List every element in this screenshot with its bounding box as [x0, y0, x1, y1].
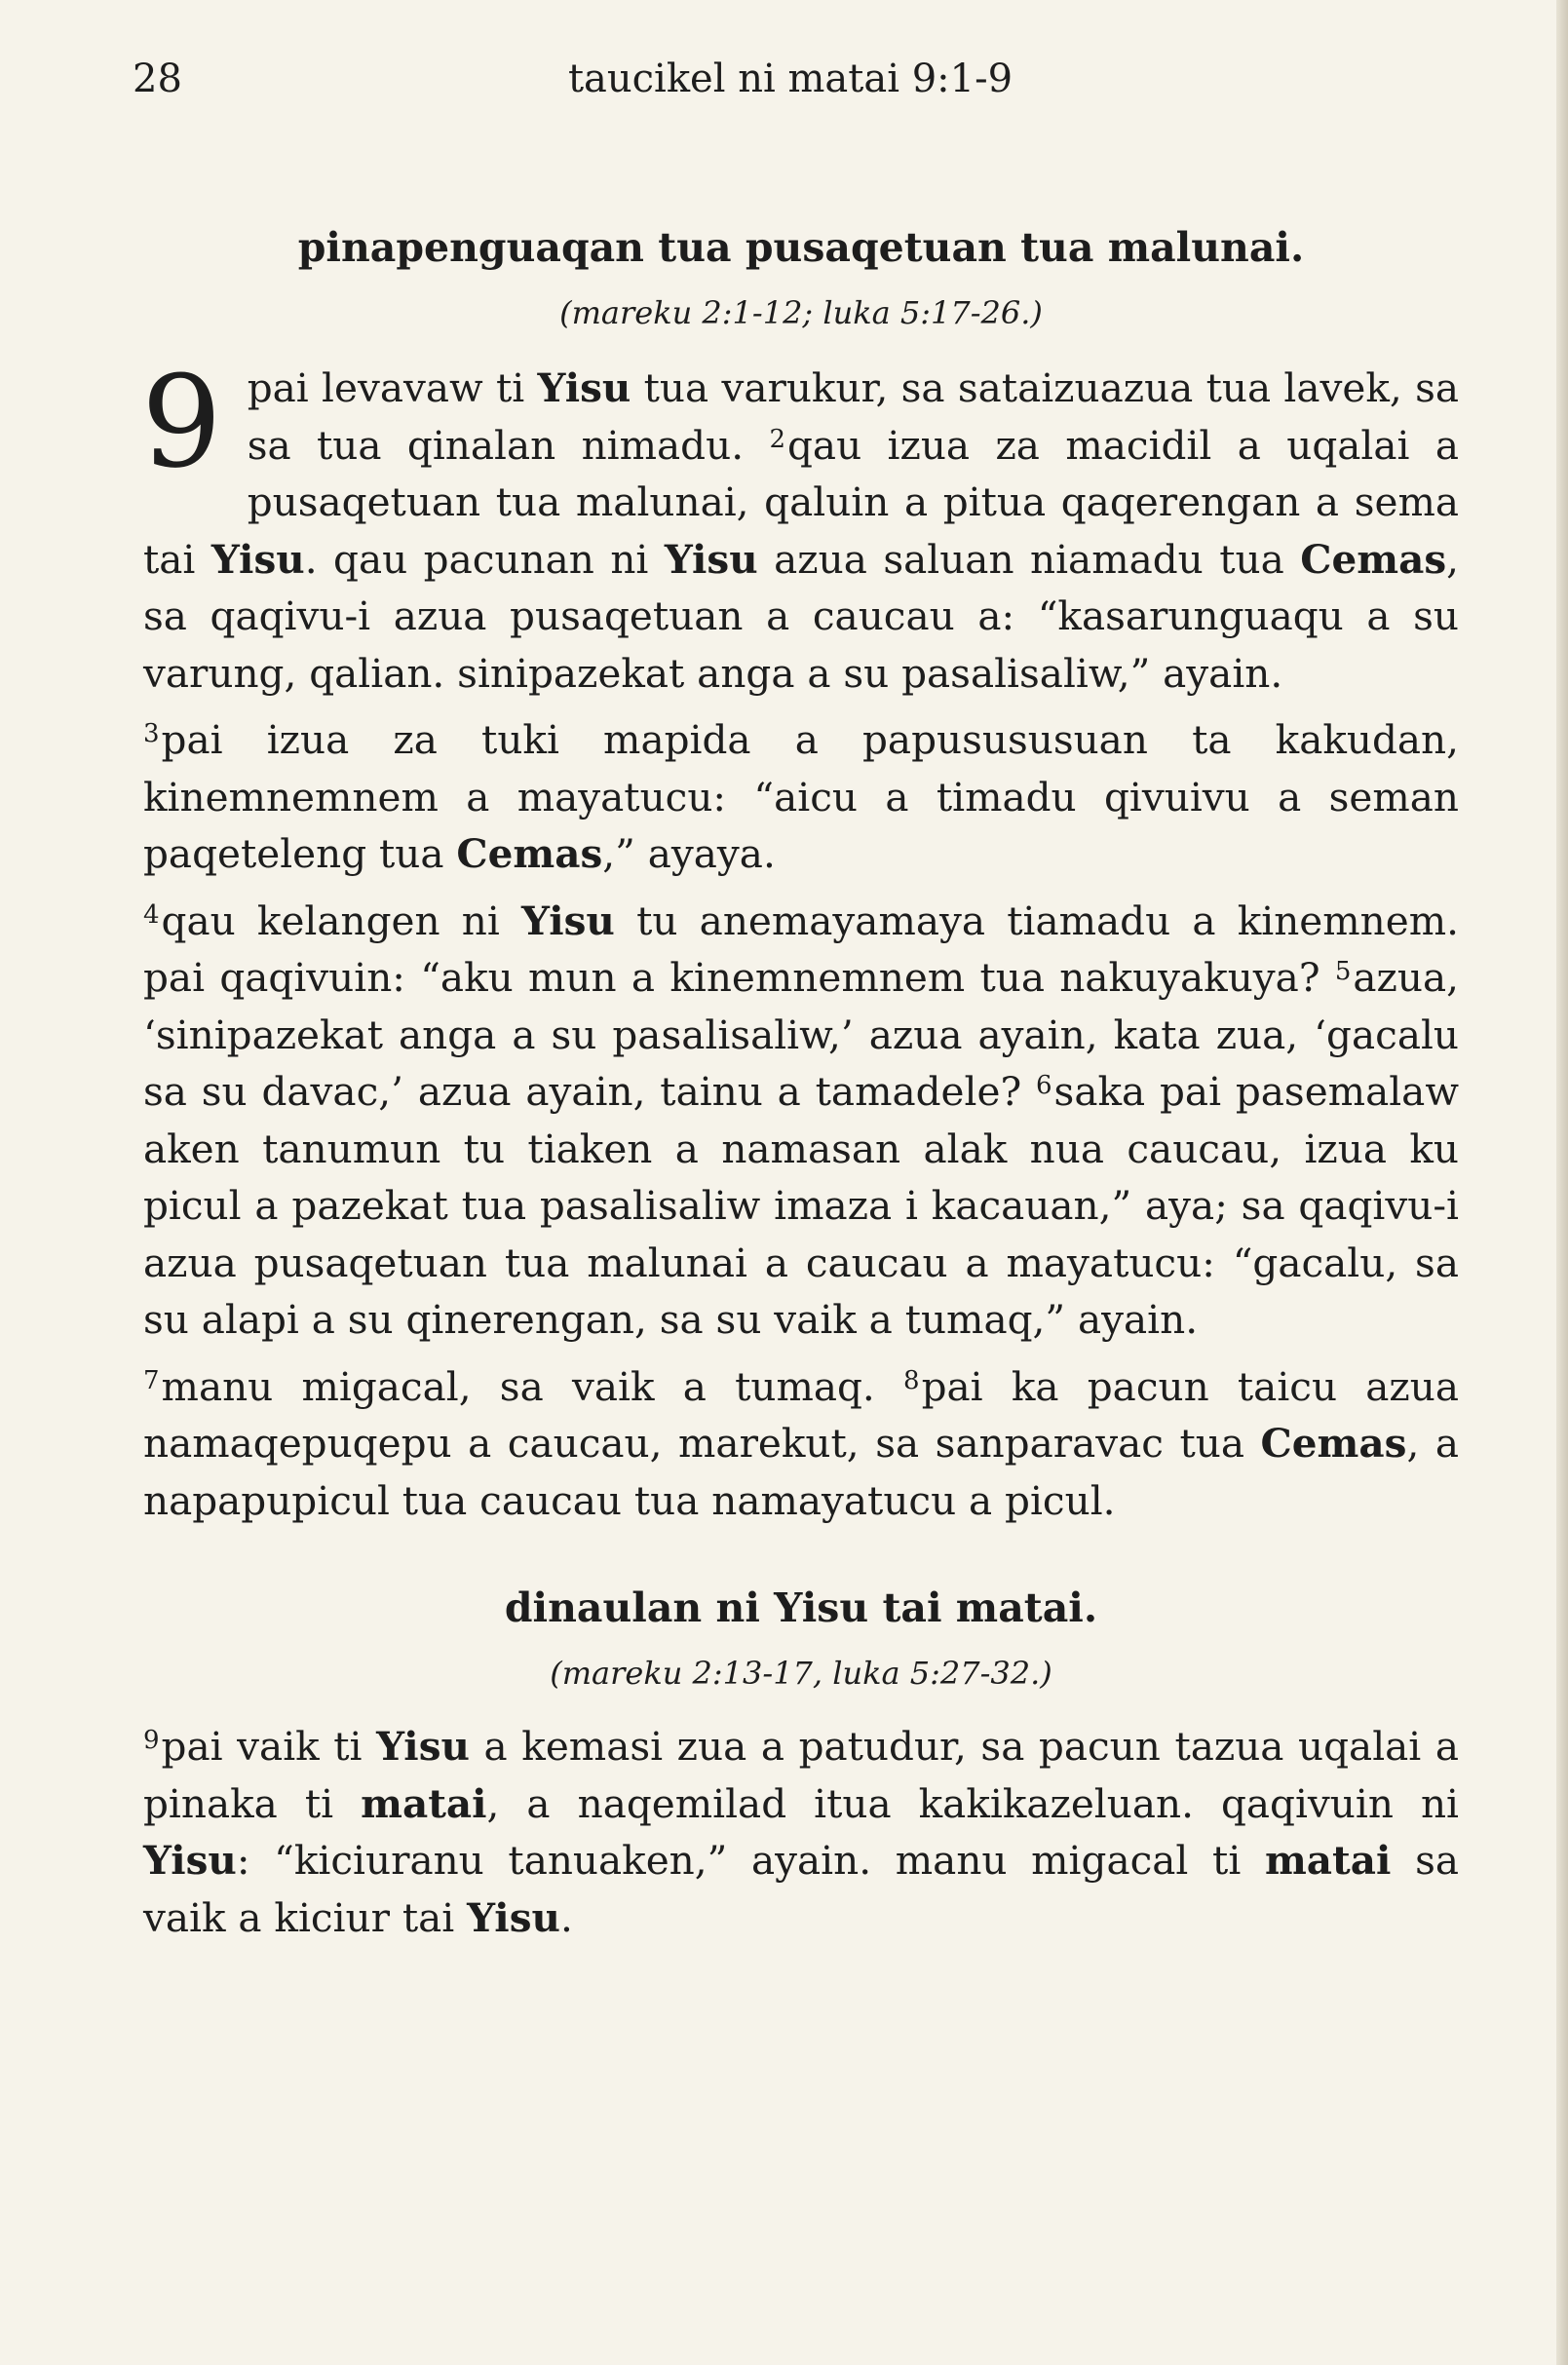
verse-number: 7	[143, 1365, 160, 1395]
name-cemas: Cemas	[1300, 535, 1447, 583]
name-yisu: Yisu	[376, 1723, 470, 1770]
verse-number: 6	[1036, 1071, 1052, 1100]
section-heading: dinaulan ni Yisu tai matai.	[504, 1584, 1098, 1631]
paragraph: $^9$pai vaik ti Yisu a kemasi zua a patudur, sa pacun tazua uqalai a pinaka ti matai, a naqemilad itua kakikazeluan. qaqivuin ni Yisu: “kiciuranu tanuaken,” ayain. manu migacal ti matai sa vaik a kiciur tai Yisu.	[143, 1723, 1459, 1941]
name-yisu: Yisu	[521, 896, 615, 944]
name-yisu: Yisu	[210, 535, 305, 583]
name-matai: matai	[361, 1779, 487, 1827]
paragraph: $^7$manu migacal, sa vaik a tumaq. $^8$pai ka pacun taicu azua namaqepuqepu a caucau, marekut, sa sanparavac tua Cemas, a napapupicul tua caucau tua namayatucu a picul.	[143, 1362, 1459, 1524]
cross-reference: (mareku 2:1-12; luka 5:17-26.)	[559, 294, 1043, 331]
page-edge	[1556, 0, 1568, 2365]
running-title: taucikel ni matai 9:1-9	[567, 57, 1013, 101]
paragraph: 9 pai levavaw ti Yisu tua varukur, sa sataizuazua tua lavek, sa sa tua qinalan nimadu. $^2$qau izua za macidil a uqalai a pusaqetuan tua malunai, qaluin a pitua qaqerengan a sema tai Yisu. qau pacunan ni Yisu azua saluan niamadu tua Cemas, sa qaqivu-i azua pusaqetuan a caucau a: “kasarunguaqu a su varung, qalian. sinipazekat anga a su pasalisaliw,” ayain.	[141, 348, 1459, 697]
section-heading: pinapenguaqan tua pusaqetuan tua malunai.	[297, 224, 1305, 271]
page-number: 28	[133, 57, 182, 101]
verse-number: 9	[143, 1726, 160, 1755]
verse-number: 5	[1334, 957, 1352, 986]
verse-number: 4	[143, 899, 160, 930]
name-cemas: Cemas	[456, 830, 603, 877]
verse-number: 3	[143, 719, 160, 748]
paragraph: $^3$pai izua za tuki mapida a papusususuan ta kakudan, kinemnemnem a mayatucu: “aicu a timadu qivuivu a seman paqeteleng tua Cemas,” ayaya.	[143, 716, 1459, 877]
name-yisu: Yisu	[143, 1837, 237, 1884]
name-matai: matai	[1264, 1837, 1392, 1884]
page-header	[133, 57, 1448, 115]
name-yisu: Yisu	[664, 535, 758, 583]
name-cemas: Cemas	[1260, 1420, 1407, 1467]
paragraph: $^4$qau kelangen ni Yisu tu anemayamaya tiamadu a kinemnem. pai qaqivuin: “aku mun a kinemnemnem tua nakuyakuya? $^5$azua, ‘sinipazekat anga a su pasalisaliw,’ azua ayain, kata zua, ‘gacalu sa su davac,’ azua ayain, tainu a tamadele? $^6$saka pai pasemalaw aken tanumun tu tiaken a namasan alak nua caucau, izua ku picul a pazekat tua pasalisaliw imaza i kacauan,” aya; sa qaqivu-i azua pusaqetuan tua malunai a caucau a mayatucu: “gacalu, sa su alapi a su qinerengan, sa su vaik a tumaq,” ayain.	[143, 896, 1460, 1343]
section-2	[143, 1580, 1459, 1946]
name-yisu: Yisu	[537, 364, 631, 411]
chapter-number: 9	[141, 348, 222, 496]
cross-reference: (mareku 2:13-17, luka 5:27-32.)	[550, 1655, 1052, 1692]
page-content	[143, 219, 1459, 1956]
name-yisu: Yisu	[467, 1893, 560, 1941]
verse-number: 2	[769, 424, 785, 454]
verse-number: 8	[903, 1365, 920, 1395]
